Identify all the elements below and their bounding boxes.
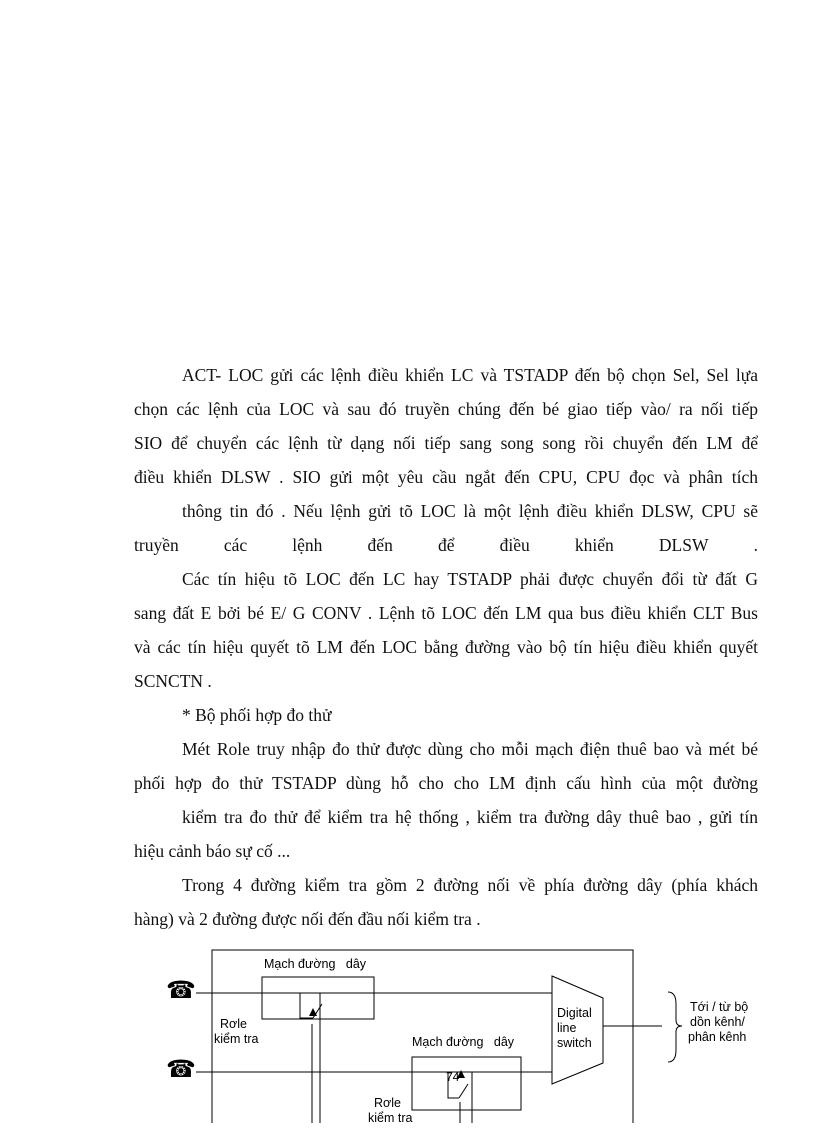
word: điều	[499, 535, 530, 555]
relay-2-contact	[459, 1084, 468, 1098]
telephone-icon: ☎	[166, 977, 196, 1004]
relay-label-1-line-1: Rơle	[220, 1017, 247, 1031]
word: đến	[367, 535, 393, 555]
body-text	[134, 358, 758, 936]
text-line: phối hợp đo thử TSTADP dùng hỗ cho cho LM định cấu hình của một đường	[134, 773, 758, 793]
diagram-svg	[150, 946, 790, 1123]
switch-label-line-1: Digital	[557, 1006, 592, 1020]
text-line: và các tín hiệu quyết tõ LM đến LOC bằng đường vào bộ tín hiệu điều khiển quyết	[134, 637, 758, 657]
text-line: sang đất E bởi bé E/ G CONV . Lệnh tõ LOC đến LM qua bus điều khiển CLT Bus	[134, 603, 758, 623]
text-line: hàng) và 2 đường được nối đến đầu nối kiểm tra .	[134, 909, 481, 929]
switch-label-line-3: switch	[557, 1036, 592, 1050]
text-line: điều khiển DLSW . SIO gửi một yêu cầu ngắt đến CPU, CPU đọc và phân tích	[134, 467, 758, 487]
text-line: Các tín hiệu tõ LOC đến LC hay TSTADP phải được chuyển đổi từ đất G	[182, 569, 758, 589]
word: DLSW	[658, 535, 709, 555]
switch-label-line-2: line	[557, 1021, 577, 1035]
word: để	[437, 535, 455, 555]
spread-line	[134, 528, 758, 562]
destination-label-line-1: Tới / từ bộ	[690, 1000, 749, 1014]
relay-label-2-line-1: Rơle	[374, 1096, 401, 1110]
line-circuit-label-2: Mạch đường dây	[412, 1035, 515, 1049]
text-line: hiệu cảnh báo sự cố ...	[134, 841, 291, 861]
text-line: kiểm tra đo thử để kiểm tra hệ thống , kiểm tra đường dây thuê bao , gửi tín	[182, 807, 758, 827]
text-line: SCNCTN .	[134, 671, 212, 691]
text-line: Trong 4 đường kiểm tra gồm 2 đường nối về phía đường dây (phía khách	[182, 875, 758, 895]
destination-label-line-2: dồn kênh/	[690, 1015, 745, 1029]
word: .	[753, 535, 758, 555]
block-diagram	[150, 946, 790, 1123]
word: các	[223, 535, 248, 555]
text-line: SIO để chuyển các lệnh từ dạng nối tiếp sang song song rồi chuyển đến LM để	[134, 433, 758, 453]
word: khiển	[574, 535, 614, 555]
relay-label-1-line-2: kiểm tra	[214, 1032, 259, 1046]
destination-bracket	[668, 992, 682, 1062]
marker-label: 74	[446, 1070, 460, 1084]
line-circuit-box-1	[262, 977, 374, 1019]
arrow-marker	[309, 1008, 317, 1016]
line-circuit-label-1: Mạch đường dây	[264, 957, 367, 971]
text-line: chọn các lệnh của LOC và sau đó truyền chúng đến bé giao tiếp vào/ ra nối tiếp	[134, 399, 758, 419]
text-line: thông tin đó . Nếu lệnh gửi tõ LOC là một lệnh điều khiển DLSW, CPU sẽ	[182, 501, 758, 521]
telephone-icon: ☎	[166, 1056, 196, 1083]
word: truyền	[134, 535, 179, 555]
text-line: Mét Role truy nhập đo thử được dùng cho mỗi mạch điện thuê bao và mét bé	[182, 739, 758, 759]
relay-label-2-line-2: kiểm tra	[368, 1111, 413, 1123]
word: lệnh	[292, 535, 323, 555]
text-line: ACT- LOC gửi các lệnh điều khiển LC và TSTADP đến bộ chọn Sel, Sel lựa	[182, 365, 758, 385]
line-circuit-box-2	[412, 1057, 521, 1110]
destination-label-line-3: phân kênh	[688, 1030, 747, 1044]
section-heading: * Bộ phối hợp đo thử	[182, 705, 332, 725]
